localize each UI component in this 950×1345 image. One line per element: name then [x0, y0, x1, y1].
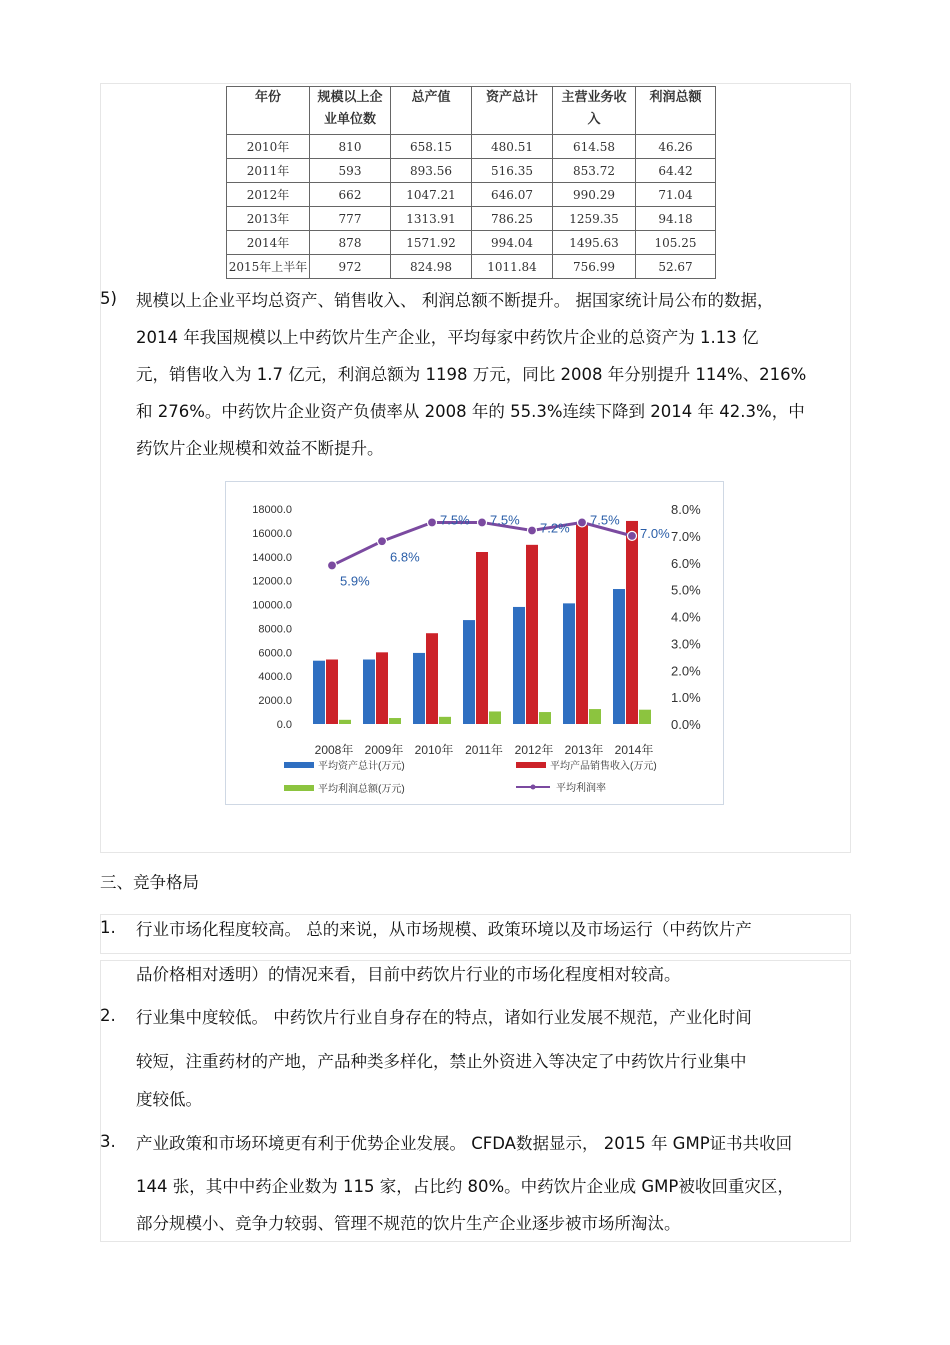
table-cell: 64.42	[636, 159, 716, 183]
y-tick-label: 18000.0	[252, 504, 292, 516]
table-cell: 52.67	[636, 255, 716, 279]
line-point	[378, 537, 387, 546]
table-header-cell: 利润总额	[636, 87, 716, 135]
bar	[513, 607, 525, 724]
table-cell: 614.58	[553, 135, 636, 159]
bar	[539, 712, 551, 724]
bar	[439, 717, 451, 724]
table-header-cell: 年份	[227, 87, 310, 135]
bar	[589, 709, 601, 724]
y2-tick-label: 5.0%	[671, 582, 701, 598]
y2-tick-label: 0.0%	[671, 717, 701, 732]
table-cell: 1571.92	[391, 231, 472, 255]
table-cell: 2010年	[227, 135, 310, 159]
table-cell: 786.25	[472, 207, 553, 231]
list-item-number: 3.	[100, 1132, 116, 1151]
x-tick-label: 2011年	[465, 743, 503, 757]
industry-data-table	[226, 86, 716, 279]
table-header-row	[227, 87, 716, 135]
list-item-line: 品价格相对透明）的情况来看，目前中药饮片行业的市场化程度相对较高。	[136, 965, 681, 984]
list-item-number: 1.	[100, 918, 116, 937]
table-cell: 990.29	[553, 183, 636, 207]
bar	[576, 525, 588, 724]
line-point	[428, 518, 437, 527]
chart-svg	[226, 482, 723, 804]
y-tick-label: 0.0	[276, 719, 292, 731]
paragraph-line: 和 276%。中药饮片企业资产负债率从 2008 年的 55.3%连续下降到 2014 年 42.3%，中	[136, 402, 805, 421]
table-cell: 1047.21	[391, 183, 472, 207]
table-cell: 94.18	[636, 207, 716, 231]
table-cell: 972	[310, 255, 391, 279]
line-point	[328, 561, 337, 570]
y-tick-label: 8000.0	[258, 623, 292, 636]
line-point	[628, 531, 637, 540]
y-tick-label: 16000.0	[252, 527, 292, 540]
y-tick-label: 4000.0	[258, 671, 292, 684]
y2-tick-label: 3.0%	[671, 636, 701, 652]
paragraph-line: 元，销售收入为 1.7 亿元，利润总额为 1198 万元，同比 2008 年分别提升 114%、216%	[136, 365, 807, 384]
y2-tick-label: 1.0%	[671, 690, 701, 706]
table-cell: 994.04	[472, 231, 553, 255]
table-cell: 1495.63	[553, 231, 636, 255]
bar	[613, 589, 625, 724]
y-tick-label: 14000.0	[252, 551, 292, 564]
bar	[389, 718, 401, 724]
table-cell: 2011年	[227, 159, 310, 183]
table-cell: 1011.84	[472, 255, 553, 279]
table-cell: 810	[310, 135, 391, 159]
table-cell: 1313.91	[391, 207, 472, 231]
list-item-line: 144 张，其中中药企业数为 115 家，占比约 80%。中药饮片企业成 GMP被收回重灾区，	[136, 1177, 794, 1196]
paragraph-line: 规模以上企业平均总资产、销售收入、 利润总额不断提升。 据国家统计局公布的数据，	[136, 291, 774, 310]
table-row	[227, 183, 716, 207]
y2-tick-label: 2.0%	[671, 663, 701, 679]
bar	[326, 660, 338, 725]
x-tick-label: 2013年	[564, 743, 604, 757]
y-tick-label: 6000.0	[258, 647, 292, 660]
bar	[413, 653, 425, 724]
table-row	[227, 255, 716, 279]
table-row	[227, 159, 716, 183]
y2-tick-label: 8.0%	[671, 502, 701, 517]
line-data-label: 6.8%	[390, 549, 420, 565]
paragraph-line: 2014 年我国规模以上中药饮片生产企业，平均每家中药饮片企业的总资产为 1.13 亿	[136, 328, 759, 347]
y-tick-label: 2000.0	[258, 695, 292, 708]
table-row	[227, 207, 716, 231]
line-data-label: 7.5%	[490, 512, 520, 528]
line-point	[578, 518, 587, 527]
line-data-label: 7.2%	[540, 520, 570, 536]
bar	[426, 633, 438, 724]
table-cell: 480.51	[472, 135, 553, 159]
table-cell: 824.98	[391, 255, 472, 279]
table-cell: 893.56	[391, 159, 472, 183]
bar	[639, 710, 651, 724]
table-row	[227, 231, 716, 255]
table-cell: 756.99	[553, 255, 636, 279]
table-header-cell: 总产值	[391, 87, 472, 135]
paragraph-line: 药饮片企业规模和效益不断提升。	[136, 439, 384, 458]
bar	[463, 620, 475, 724]
table-cell: 777	[310, 207, 391, 231]
line-data-label: 7.0%	[640, 525, 670, 541]
table-cell: 646.07	[472, 183, 553, 207]
bar	[489, 711, 501, 724]
list-item-line: 较短，注重药材的产地，产品种类多样化，禁止外资进入等决定了中药饮片行业集中	[136, 1052, 747, 1071]
list-item-line: 行业集中度较低。 中药饮片行业自身存在的特点，诸如行业发展不规范，产业化时间	[136, 1008, 752, 1027]
legend-line-marker	[531, 785, 536, 790]
table-row	[227, 135, 716, 159]
x-tick-label: 2012年	[514, 743, 554, 757]
paragraph-number: 5)	[100, 289, 117, 308]
line-data-label: 7.5%	[440, 512, 470, 528]
table-header-cell: 规模以上企 业单位数	[310, 87, 391, 135]
list-item-number: 2.	[100, 1006, 116, 1025]
bar	[476, 552, 488, 724]
list-item-line: 产业政策和市场环境更有利于优势企业发展。 CFDA数据显示， 2015 年 GMP证书共收回	[136, 1134, 793, 1153]
table-cell: 878	[310, 231, 391, 255]
x-tick-label: 2008年	[314, 743, 354, 757]
table-cell: 516.35	[472, 159, 553, 183]
line-data-label: 5.9%	[340, 573, 370, 589]
enterprise-average-chart	[225, 481, 724, 805]
table-cell: 2014年	[227, 231, 310, 255]
legend-swatch	[284, 762, 314, 768]
list-item-line: 部分规模小、竞争力较弱、管理不规范的饮片生产企业逐步被市场所淘汰。	[136, 1214, 681, 1233]
section-heading: 三、竞争格局	[100, 873, 199, 892]
legend-label: 平均利润率	[556, 783, 606, 794]
bar	[339, 720, 351, 724]
bar	[313, 661, 325, 724]
table-cell: 105.25	[636, 231, 716, 255]
y2-tick-label: 6.0%	[671, 555, 701, 571]
bar	[563, 603, 575, 724]
list-item-line: 度较低。	[136, 1090, 202, 1109]
y2-tick-label: 7.0%	[671, 528, 701, 544]
bar	[376, 652, 388, 724]
bar	[363, 660, 375, 725]
table-header-cell: 资产总计	[472, 87, 553, 135]
x-tick-label: 2010年	[414, 743, 454, 757]
line-point	[478, 518, 487, 527]
legend-label: 平均利润总额(万元)	[318, 784, 405, 795]
table-header-cell: 主营业务收 入	[553, 87, 636, 135]
list-item-line: 行业市场化程度较高。 总的来说，从市场规模、政策环境以及市场运行（中药饮片产	[136, 920, 752, 939]
table-cell: 2012年	[227, 183, 310, 207]
table-cell: 1259.35	[553, 207, 636, 231]
table-cell: 662	[310, 183, 391, 207]
legend-label: 平均产品销售收入(万元)	[550, 761, 657, 772]
table-cell: 71.04	[636, 183, 716, 207]
line-data-label: 7.5%	[590, 512, 620, 528]
y-tick-label: 10000.0	[252, 599, 292, 612]
line-point	[528, 526, 537, 535]
x-tick-label: 2009年	[364, 743, 404, 757]
legend-swatch	[516, 762, 546, 768]
y-tick-label: 12000.0	[252, 575, 292, 588]
table-cell: 2015年上半年	[227, 255, 310, 279]
bar	[626, 521, 638, 724]
table-cell: 593	[310, 159, 391, 183]
x-tick-label: 2014年	[614, 743, 654, 757]
legend-label: 平均资产总计(万元)	[318, 761, 405, 772]
table-cell: 658.15	[391, 135, 472, 159]
legend-swatch	[284, 785, 314, 791]
table-cell: 46.26	[636, 135, 716, 159]
table-cell: 853.72	[553, 159, 636, 183]
y2-tick-label: 4.0%	[671, 609, 701, 625]
table-cell: 2013年	[227, 207, 310, 231]
bar	[526, 545, 538, 724]
